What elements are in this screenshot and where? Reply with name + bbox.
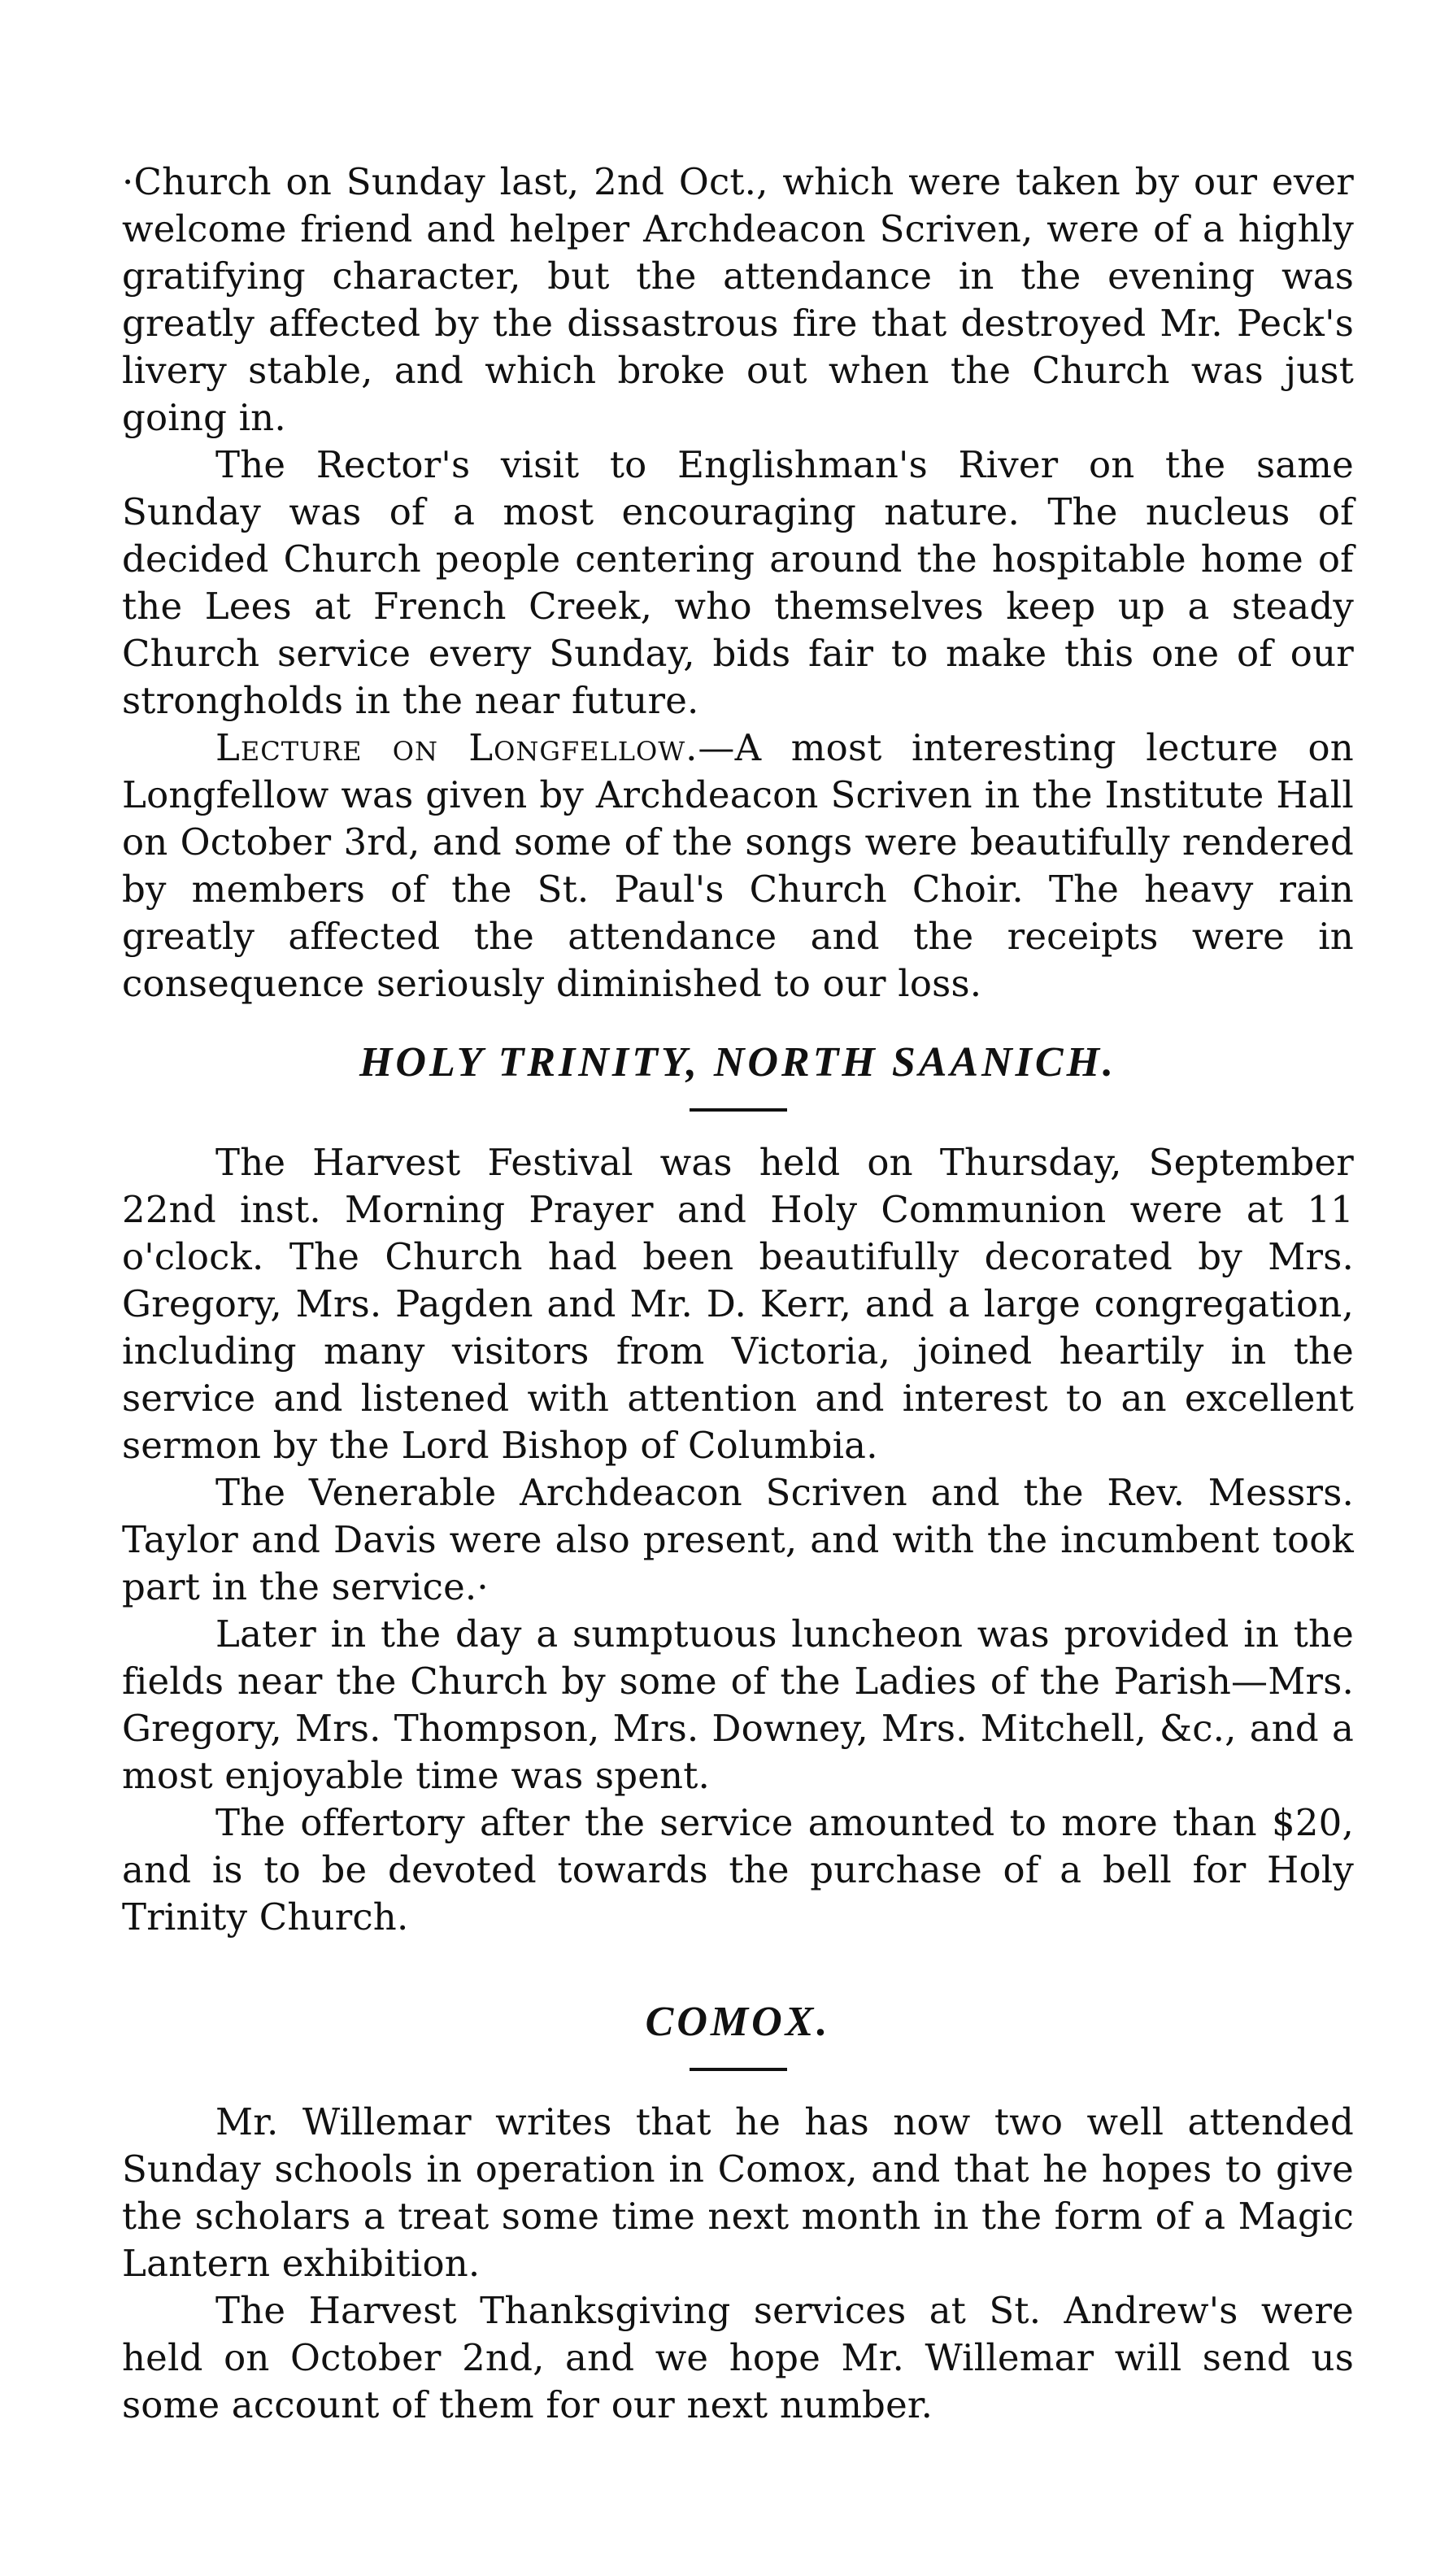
paragraph-harvest-thanksgiving: The Harvest Thanksgiving services at St. Andrew's were held on October 2nd, and we hope Mr. Willemar will send us some account of them for our next number. <box>122 2289 1354 2426</box>
lecture-body: —A most interesting lecture on Longfellow was given by Archdeacon Scriven in the Institute Hall on October 3rd, and some of the songs were beautifully rendered by members of the St. Paul's Church Choir. The heavy rain greatly affected the attendance and the receipts were in consequence seriously diminished to our loss. <box>122 726 1354 1005</box>
paragraph-archdeacon-present: The Venerable Archdeacon Scriven and the Rev. Messrs. Taylor and Davis were also present, and with the incumbent took part in the service.· <box>122 1471 1354 1608</box>
paragraph-luncheon: Later in the day a sumptuous luncheon was provided in the fields near the Church by some of the Ladies of the Parish—Mrs. Gregory, Mrs. Thompson, Mrs. Downey, Mrs. Mitchell, &c., and a most enjoyable time was spent. <box>122 1612 1354 1797</box>
section-divider <box>690 1108 787 1112</box>
paragraph-sunday-schools: Mr. Willemar writes that he has now two well attended Sunday schools in operation in Comox, and that he hopes to give the scholars a treat some time next month in the form of a Magic Lantern exhibition. <box>122 2100 1354 2285</box>
paragraph-harvest-festival: The Harvest Festival was held on Thursday, September 22nd inst. Morning Prayer and Holy Communion were at 11 o'clock. The Church had been beautifully decorated by Mrs. Gregory, Mrs. Pagden and Mr. D. Kerr, and a large congregation, including many visitors from Victoria, joined heartily in the service and listened with attention and interest to an excellent sermon by the Lord Bishop of Columbia. <box>122 1141 1354 1467</box>
section-divider <box>690 2068 787 2071</box>
section-heading-holy-trinity: HOLY TRINITY, NORTH SAANICH. <box>359 1039 1117 1086</box>
paragraph-church-sunday: ·Church on Sunday last, 2nd Oct., which were taken by our ever welcome friend and helper Archdeacon Scriven, were of a highly gratifying character, but the attendance in the evening was greatly affected by the dissastrous fire that destroyed Mr. Peck's livery stable, and which broke out when the Church was just going in. <box>122 160 1354 439</box>
paragraph-offertory: The offertory after the service amounted to more than $20, and is to be devoted towards the purchase of a bell for Holy Trinity Church. <box>122 1801 1354 1939</box>
section-heading-comox: COMOX. <box>645 1999 831 2045</box>
paragraph-rector-visit: The Rector's visit to Englishman's River on the same Sunday was of a most encouraging nature. The nucleus of decided Church people centering around the hospitable home of the Lees at French Creek, who themselves keep up a steady Church service every Sunday, bids fair to make this one of our strongholds in the near future. <box>122 443 1354 722</box>
paragraph-longfellow-lecture <box>122 724 1354 1007</box>
newspaper-column <box>122 159 1354 2429</box>
lecture-lead-in: Lecture on Longfellow. <box>215 726 698 769</box>
